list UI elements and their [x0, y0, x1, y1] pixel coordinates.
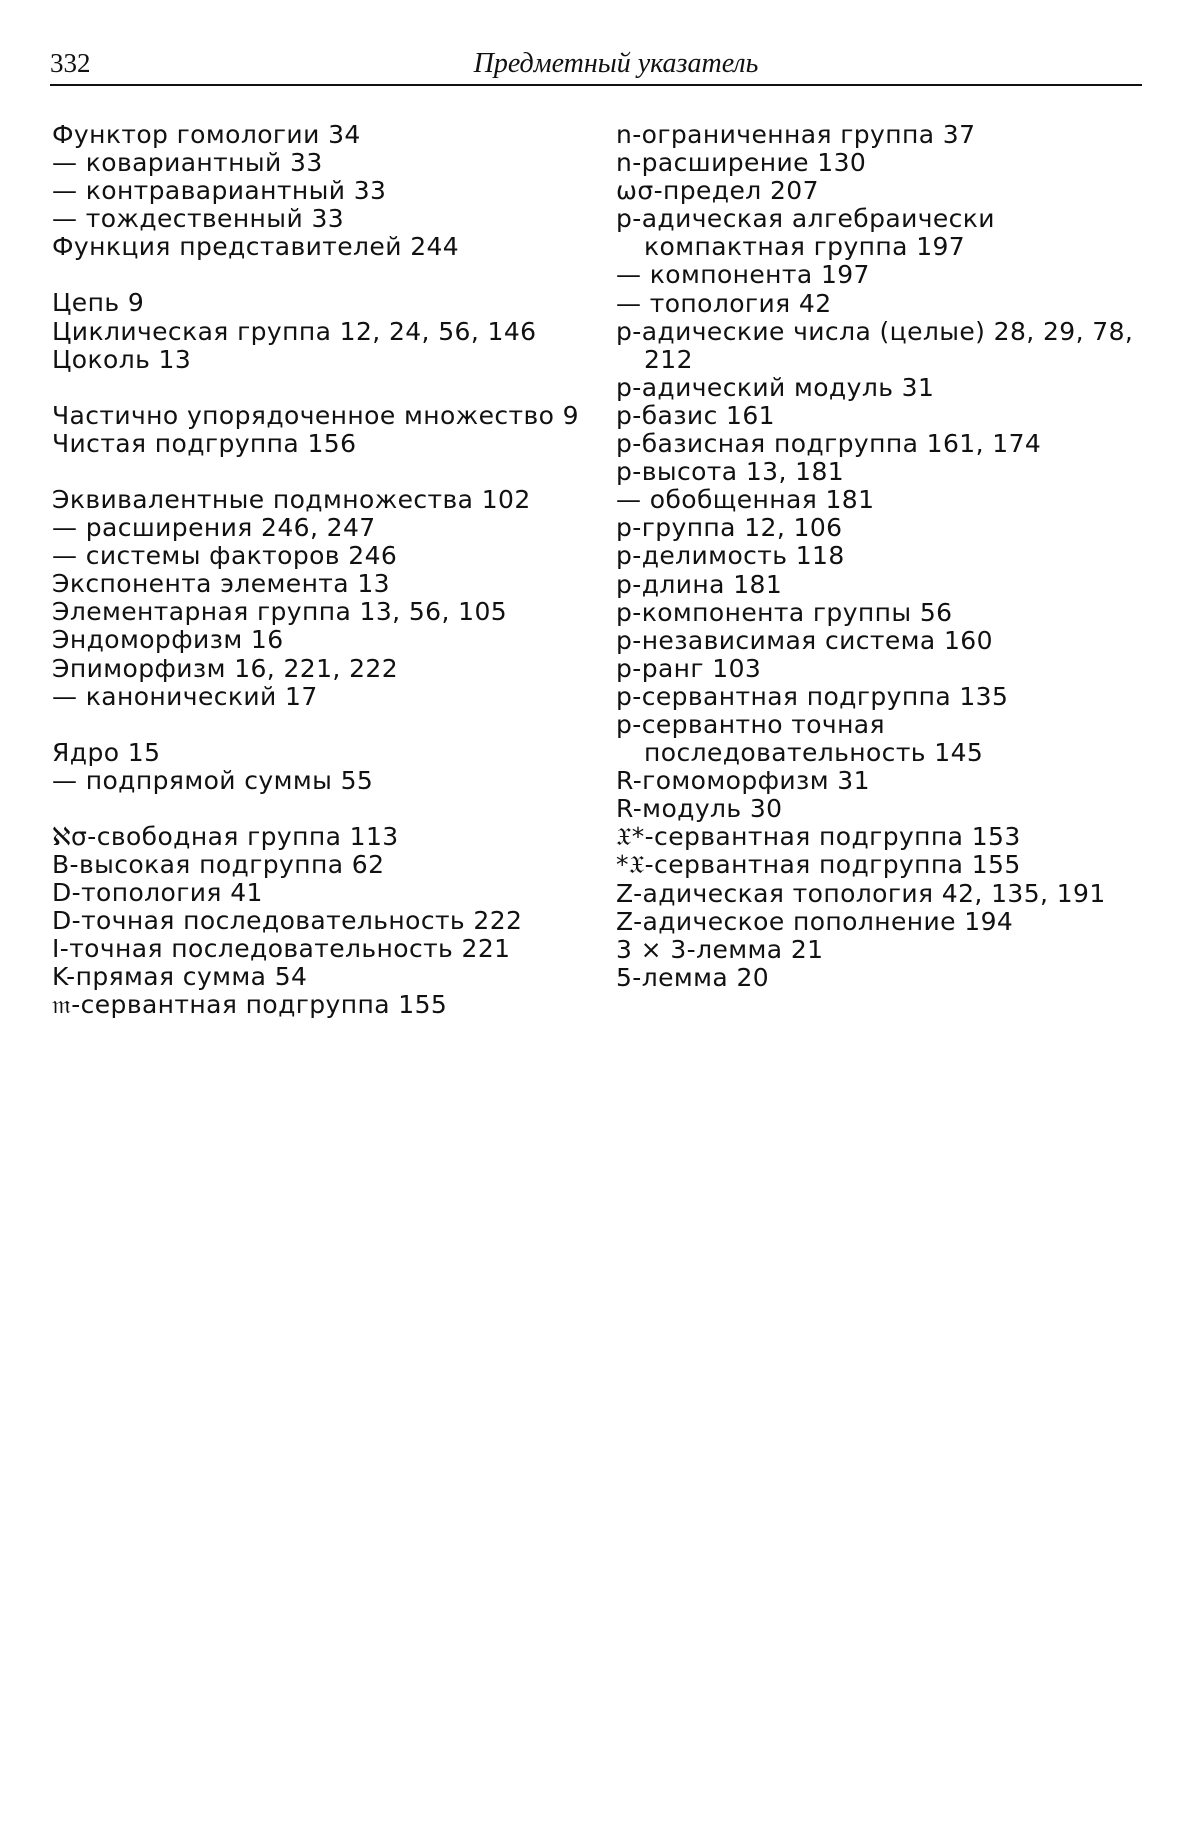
index-entry: p-компонента группы 56: [616, 597, 953, 627]
index-entry: *𝔛-сервантная подгруппа 155: [616, 850, 1021, 880]
index-entry: Цоколь 13: [52, 344, 192, 374]
index-entry: p-базис 161: [616, 400, 775, 430]
index-entry: p-высота 13, 181: [616, 457, 845, 487]
index-entry: — расширения 246, 247: [52, 513, 376, 543]
index-entry: — ковариантный 33: [52, 148, 323, 178]
index-entry: — компонента 197: [616, 260, 870, 290]
index-entry: Экспонента элемента 13: [52, 569, 390, 599]
index-entry: p-адический модуль 31: [616, 372, 935, 402]
index-entry: — подпрямой суммы 55: [52, 765, 374, 795]
index-entry: Ядро 15: [52, 737, 161, 767]
index-entry: R-гомоморфизм 31: [616, 766, 870, 796]
index-entry: p-длина 181: [616, 569, 783, 599]
index-entry: K-прямая сумма 54: [52, 962, 308, 992]
index-entry: Z-адическое пополнение 194: [616, 906, 1014, 936]
index-entry: — канонический 17: [52, 681, 318, 711]
page-title: Предметный указатель: [473, 48, 759, 79]
index-entry: — системы факторов 246: [52, 541, 398, 571]
header-rule: [50, 84, 1142, 86]
index-entry: p-базисная подгруппа 161, 174: [616, 429, 1042, 459]
index-entry: — обобщенная 181: [616, 485, 875, 515]
index-entry: 5-лемма 20: [616, 962, 770, 992]
index-entry: Эндоморфизм 16: [52, 625, 284, 655]
index-entry: p-сервантная подгруппа 135: [616, 681, 1009, 711]
index-column-right: [616, 121, 1146, 992]
page-header: [50, 44, 1142, 86]
index-entry: R-модуль 30: [616, 794, 783, 824]
index-column-left: [52, 121, 592, 1020]
index-entry: p-адическая алгебраически компактная группа 197: [616, 204, 995, 262]
index-entry: — тождественный 33: [52, 204, 345, 234]
section-gap: [52, 795, 592, 823]
index-entry: Цепь 9: [52, 288, 145, 318]
index-entry: Z-адическая топология 42, 135, 191: [616, 878, 1106, 908]
index-entry: I-точная последовательность 221: [52, 934, 511, 964]
index-entry: Функция представителей 244: [52, 232, 460, 262]
index-entry: 𝔛*-сервантная подгруппа 153: [616, 822, 1021, 852]
index-entry: 3 × 3-лемма 21: [616, 934, 824, 964]
index-entry: Элементарная группа 13, 56, 105: [52, 597, 508, 627]
section-gap: [52, 711, 592, 739]
index-entry: Функтор гомологии 34: [52, 120, 361, 149]
index-entry: ℵσ-свободная группа 113: [52, 821, 399, 851]
index-entry: Частично упорядоченное множество 9: [52, 400, 579, 430]
section-gap: [52, 374, 592, 402]
index-entry: p-сервантно точная последовательность 145: [616, 709, 984, 768]
index-entry: D-топология 41: [52, 878, 263, 908]
index-entry: n-расширение 130: [616, 148, 867, 178]
index-entry: Эпиморфизм 16, 221, 222: [52, 653, 399, 683]
section-gap: [52, 458, 592, 486]
page-number: 332: [50, 48, 91, 78]
index-entry: D-точная последовательность 222: [52, 906, 523, 936]
index-entry: Эквивалентные подмножества 102: [52, 484, 531, 514]
index-entry: p-адические числа (целые) 28, 29, 78, 212: [616, 316, 1134, 374]
index-entry: B-высокая подгруппа 62: [52, 849, 385, 879]
index-entry: Циклическая группа 12, 24, 56, 146: [52, 316, 537, 346]
index-entry: n-ограниченная группа 37: [616, 120, 976, 149]
index-entry: p-ранг 103: [616, 653, 762, 683]
index-entry: p-группа 12, 106: [616, 513, 843, 543]
section-gap: [52, 261, 592, 289]
index-entry: p-независимая система 160: [616, 625, 993, 655]
index-entry: ωσ-предел 207: [616, 176, 819, 206]
index-entry: Чистая подгруппа 156: [52, 428, 357, 458]
index-entry: — контравариантный 33: [52, 176, 387, 206]
index-entry: p-делимость 118: [616, 541, 845, 571]
index-entry: 𝔪-сервантная подгруппа 155: [52, 990, 448, 1020]
index-entry: — топология 42: [616, 288, 832, 318]
